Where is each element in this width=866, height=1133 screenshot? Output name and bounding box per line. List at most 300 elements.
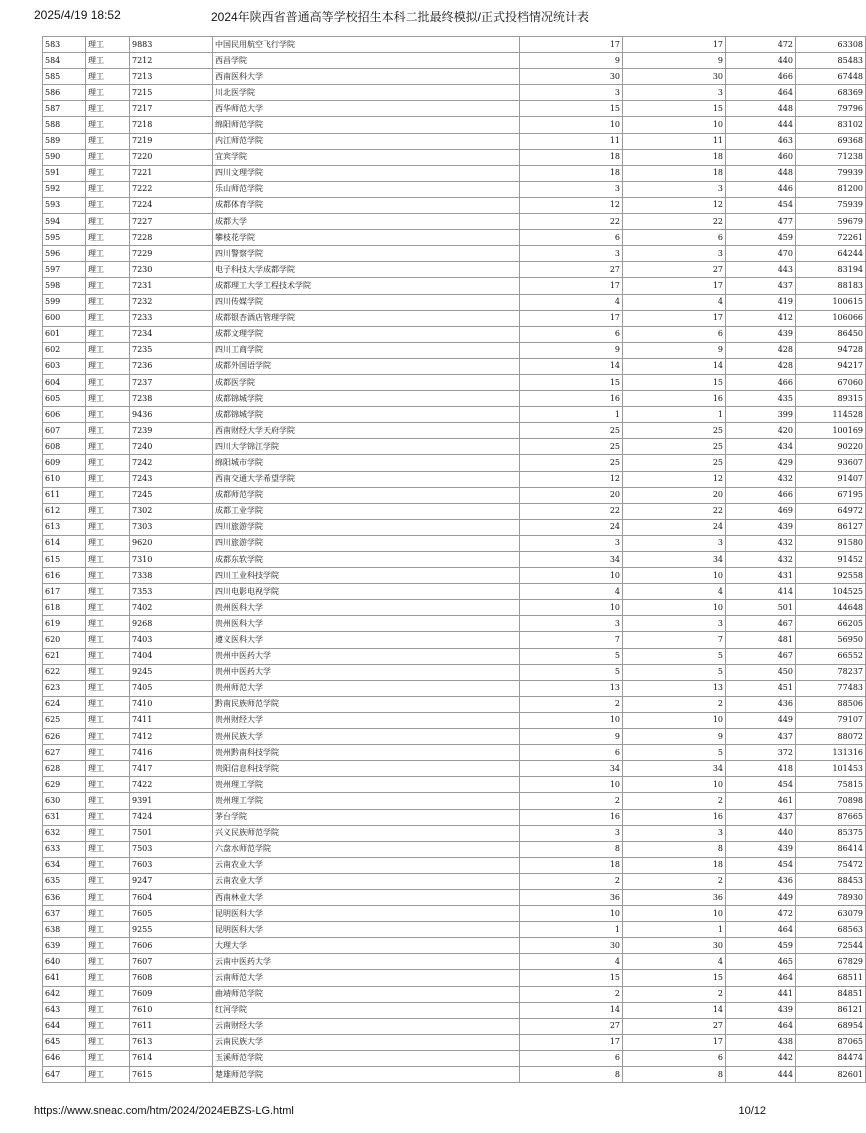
school-name-cell: 昆明医科大学	[213, 906, 520, 922]
min-score-cell: 448	[726, 165, 796, 181]
min-score-cell: 466	[726, 487, 796, 503]
row-index-cell: 620	[43, 632, 86, 648]
school-code-cell: 7219	[130, 133, 213, 149]
admitted-count-cell: 36	[623, 889, 726, 905]
school-code-cell: 7236	[130, 358, 213, 374]
category-cell: 理工	[86, 37, 130, 53]
min-score-cell: 450	[726, 664, 796, 680]
school-name-cell: 成都外国语学院	[213, 358, 520, 374]
min-rank-cell: 84474	[796, 1050, 866, 1066]
school-name-cell: 云南中医药大学	[213, 954, 520, 970]
school-name-cell: 遵义医科大学	[213, 632, 520, 648]
school-name-cell: 西南交通大学希望学院	[213, 471, 520, 487]
min-score-cell: 428	[726, 342, 796, 358]
school-name-cell: 四川警察学院	[213, 246, 520, 262]
plan-count-cell: 9	[520, 729, 623, 745]
min-rank-cell: 68369	[796, 85, 866, 101]
row-index-cell: 594	[43, 214, 86, 230]
admitted-count-cell: 8	[623, 1067, 726, 1083]
admitted-count-cell: 16	[623, 809, 726, 825]
plan-count-cell: 34	[520, 552, 623, 568]
category-cell: 理工	[86, 423, 130, 439]
admitted-count-cell: 10	[623, 568, 726, 584]
min-rank-cell: 59679	[796, 214, 866, 230]
school-code-cell: 7411	[130, 712, 213, 728]
row-index-cell: 617	[43, 584, 86, 600]
school-code-cell: 7228	[130, 230, 213, 246]
row-index-cell: 625	[43, 712, 86, 728]
plan-count-cell: 12	[520, 197, 623, 213]
table-row	[43, 696, 866, 712]
admitted-count-cell: 3	[623, 85, 726, 101]
plan-count-cell: 4	[520, 584, 623, 600]
plan-count-cell: 14	[520, 358, 623, 374]
row-index-cell: 609	[43, 455, 86, 471]
admitted-count-cell: 5	[623, 664, 726, 680]
min-rank-cell: 85483	[796, 53, 866, 69]
admission-table	[42, 36, 866, 1083]
school-name-cell: 西昌学院	[213, 53, 520, 69]
school-name-cell: 云南师范大学	[213, 970, 520, 986]
table-row	[43, 455, 866, 471]
category-cell: 理工	[86, 358, 130, 374]
school-code-cell: 7501	[130, 825, 213, 841]
min-score-cell: 448	[726, 101, 796, 117]
category-cell: 理工	[86, 101, 130, 117]
row-index-cell: 583	[43, 37, 86, 53]
min-score-cell: 449	[726, 889, 796, 905]
min-rank-cell: 69368	[796, 133, 866, 149]
school-name-cell: 茅台学院	[213, 809, 520, 825]
row-index-cell: 616	[43, 568, 86, 584]
school-name-cell: 兴义民族师范学院	[213, 825, 520, 841]
school-name-cell: 四川工业科技学院	[213, 568, 520, 584]
table-row	[43, 117, 866, 133]
category-cell: 理工	[86, 246, 130, 262]
table-row	[43, 503, 866, 519]
school-code-cell: 7235	[130, 342, 213, 358]
school-code-cell: 7215	[130, 85, 213, 101]
school-name-cell: 中国民用航空飞行学院	[213, 37, 520, 53]
school-code-cell: 9268	[130, 616, 213, 632]
min-score-cell: 440	[726, 53, 796, 69]
school-name-cell: 六盘水师范学院	[213, 841, 520, 857]
category-cell: 理工	[86, 825, 130, 841]
row-index-cell: 610	[43, 471, 86, 487]
table-row	[43, 246, 866, 262]
admitted-count-cell: 4	[623, 584, 726, 600]
school-code-cell: 7213	[130, 69, 213, 85]
plan-count-cell: 3	[520, 535, 623, 551]
school-code-cell: 7605	[130, 906, 213, 922]
plan-count-cell: 5	[520, 648, 623, 664]
school-name-cell: 成都理工大学工程技术学院	[213, 278, 520, 294]
table-row	[43, 262, 866, 278]
plan-count-cell: 6	[520, 745, 623, 761]
category-cell: 理工	[86, 407, 130, 423]
min-rank-cell: 131316	[796, 745, 866, 761]
min-score-cell: 464	[726, 85, 796, 101]
admitted-count-cell: 2	[623, 793, 726, 809]
table-row	[43, 278, 866, 294]
min-rank-cell: 101453	[796, 761, 866, 777]
table-row	[43, 922, 866, 938]
school-code-cell: 7221	[130, 165, 213, 181]
min-rank-cell: 89315	[796, 391, 866, 407]
school-name-cell: 四川传媒学院	[213, 294, 520, 310]
plan-count-cell: 6	[520, 326, 623, 342]
min-score-cell: 459	[726, 938, 796, 954]
min-score-cell: 459	[726, 230, 796, 246]
min-score-cell: 439	[726, 326, 796, 342]
min-rank-cell: 79939	[796, 165, 866, 181]
admitted-count-cell: 20	[623, 487, 726, 503]
school-code-cell: 7405	[130, 680, 213, 696]
min-rank-cell: 68511	[796, 970, 866, 986]
min-rank-cell: 75939	[796, 197, 866, 213]
min-rank-cell: 66552	[796, 648, 866, 664]
plan-count-cell: 10	[520, 712, 623, 728]
category-cell: 理工	[86, 1018, 130, 1034]
plan-count-cell: 16	[520, 391, 623, 407]
min-score-cell: 465	[726, 954, 796, 970]
school-code-cell: 7227	[130, 214, 213, 230]
admitted-count-cell: 17	[623, 310, 726, 326]
row-index-cell: 632	[43, 825, 86, 841]
min-rank-cell: 67448	[796, 69, 866, 85]
school-code-cell: 9436	[130, 407, 213, 423]
plan-count-cell: 17	[520, 1034, 623, 1050]
category-cell: 理工	[86, 391, 130, 407]
row-index-cell: 611	[43, 487, 86, 503]
min-rank-cell: 104525	[796, 584, 866, 600]
table-row	[43, 938, 866, 954]
school-code-cell: 7403	[130, 632, 213, 648]
min-rank-cell: 86450	[796, 326, 866, 342]
category-cell: 理工	[86, 165, 130, 181]
plan-count-cell: 30	[520, 69, 623, 85]
plan-count-cell: 27	[520, 262, 623, 278]
admitted-count-cell: 10	[623, 117, 726, 133]
school-name-cell: 贵州民族大学	[213, 729, 520, 745]
category-cell: 理工	[86, 1002, 130, 1018]
row-index-cell: 640	[43, 954, 86, 970]
min-rank-cell: 75815	[796, 777, 866, 793]
min-score-cell: 451	[726, 680, 796, 696]
school-name-cell: 西南林业大学	[213, 889, 520, 905]
school-code-cell: 7231	[130, 278, 213, 294]
school-code-cell: 9620	[130, 535, 213, 551]
min-score-cell: 432	[726, 471, 796, 487]
plan-count-cell: 4	[520, 954, 623, 970]
page-footer	[34, 1105, 766, 1121]
min-score-cell: 414	[726, 584, 796, 600]
school-name-cell: 西南财经大学天府学院	[213, 423, 520, 439]
school-name-cell: 四川旅游学院	[213, 519, 520, 535]
min-rank-cell: 91580	[796, 535, 866, 551]
min-rank-cell: 68563	[796, 922, 866, 938]
table-row	[43, 1034, 866, 1050]
table-row	[43, 133, 866, 149]
min-score-cell: 442	[726, 1050, 796, 1066]
school-name-cell: 成都大学	[213, 214, 520, 230]
admitted-count-cell: 3	[623, 181, 726, 197]
table-row	[43, 342, 866, 358]
category-cell: 理工	[86, 230, 130, 246]
row-index-cell: 624	[43, 696, 86, 712]
school-name-cell: 乐山师范学院	[213, 181, 520, 197]
school-code-cell: 7243	[130, 471, 213, 487]
school-name-cell: 黔南民族师范学院	[213, 696, 520, 712]
row-index-cell: 591	[43, 165, 86, 181]
table-row	[43, 37, 866, 53]
plan-count-cell: 10	[520, 906, 623, 922]
category-cell: 理工	[86, 439, 130, 455]
category-cell: 理工	[86, 616, 130, 632]
min-score-cell: 435	[726, 391, 796, 407]
table-row	[43, 1002, 866, 1018]
category-cell: 理工	[86, 889, 130, 905]
admitted-count-cell: 2	[623, 873, 726, 889]
row-index-cell: 635	[43, 873, 86, 889]
min-rank-cell: 86127	[796, 519, 866, 535]
admitted-count-cell: 17	[623, 37, 726, 53]
min-score-cell: 469	[726, 503, 796, 519]
table-row	[43, 439, 866, 455]
school-code-cell: 7240	[130, 439, 213, 455]
table-row	[43, 423, 866, 439]
plan-count-cell: 3	[520, 181, 623, 197]
category-cell: 理工	[86, 342, 130, 358]
admitted-count-cell: 18	[623, 149, 726, 165]
min-score-cell: 439	[726, 841, 796, 857]
school-code-cell: 7603	[130, 857, 213, 873]
category-cell: 理工	[86, 745, 130, 761]
school-code-cell: 7615	[130, 1067, 213, 1083]
row-index-cell: 612	[43, 503, 86, 519]
admitted-count-cell: 6	[623, 230, 726, 246]
row-index-cell: 639	[43, 938, 86, 954]
admitted-count-cell: 12	[623, 471, 726, 487]
admitted-count-cell: 10	[623, 777, 726, 793]
table-row	[43, 197, 866, 213]
category-cell: 理工	[86, 729, 130, 745]
table-row	[43, 214, 866, 230]
category-cell: 理工	[86, 149, 130, 165]
print-datetime: 2025/4/19 18:52	[34, 8, 121, 22]
school-name-cell: 内江师范学院	[213, 133, 520, 149]
admitted-count-cell: 9	[623, 729, 726, 745]
min-rank-cell: 87065	[796, 1034, 866, 1050]
school-name-cell: 大理大学	[213, 938, 520, 954]
min-rank-cell: 78930	[796, 889, 866, 905]
table-row	[43, 873, 866, 889]
row-index-cell: 590	[43, 149, 86, 165]
plan-count-cell: 1	[520, 922, 623, 938]
min-score-cell: 444	[726, 117, 796, 133]
school-code-cell: 7503	[130, 841, 213, 857]
row-index-cell: 605	[43, 391, 86, 407]
plan-count-cell: 17	[520, 310, 623, 326]
min-rank-cell: 88453	[796, 873, 866, 889]
admitted-count-cell: 2	[623, 986, 726, 1002]
school-name-cell: 玉溪师范学院	[213, 1050, 520, 1066]
plan-count-cell: 14	[520, 1002, 623, 1018]
school-name-cell: 攀枝花学院	[213, 230, 520, 246]
plan-count-cell: 4	[520, 294, 623, 310]
min-score-cell: 477	[726, 214, 796, 230]
school-name-cell: 成都医学院	[213, 374, 520, 390]
plan-count-cell: 5	[520, 664, 623, 680]
row-index-cell: 645	[43, 1034, 86, 1050]
row-index-cell: 619	[43, 616, 86, 632]
school-name-cell: 四川电影电视学院	[213, 584, 520, 600]
min-score-cell: 464	[726, 922, 796, 938]
min-score-cell: 472	[726, 37, 796, 53]
school-name-cell: 西南医科大学	[213, 69, 520, 85]
min-rank-cell: 100169	[796, 423, 866, 439]
table-row	[43, 519, 866, 535]
row-index-cell: 589	[43, 133, 86, 149]
table-row	[43, 906, 866, 922]
min-rank-cell: 79796	[796, 101, 866, 117]
school-code-cell: 7212	[130, 53, 213, 69]
category-cell: 理工	[86, 310, 130, 326]
school-name-cell: 云南民族大学	[213, 1034, 520, 1050]
plan-count-cell: 16	[520, 809, 623, 825]
min-rank-cell: 70898	[796, 793, 866, 809]
source-url: https://www.sneac.com/htm/2024/2024EBZS-LG.html	[34, 1105, 294, 1117]
table-row	[43, 535, 866, 551]
min-rank-cell: 114528	[796, 407, 866, 423]
min-rank-cell: 83194	[796, 262, 866, 278]
school-code-cell: 7229	[130, 246, 213, 262]
min-score-cell: 470	[726, 246, 796, 262]
admitted-count-cell: 18	[623, 857, 726, 873]
min-score-cell: 429	[726, 455, 796, 471]
category-cell: 理工	[86, 986, 130, 1002]
admitted-count-cell: 3	[623, 825, 726, 841]
row-index-cell: 623	[43, 680, 86, 696]
category-cell: 理工	[86, 519, 130, 535]
row-index-cell: 614	[43, 535, 86, 551]
category-cell: 理工	[86, 648, 130, 664]
row-index-cell: 585	[43, 69, 86, 85]
school-name-cell: 成都体育学院	[213, 197, 520, 213]
school-name-cell: 红河学院	[213, 1002, 520, 1018]
min-rank-cell: 63079	[796, 906, 866, 922]
admitted-count-cell: 15	[623, 374, 726, 390]
school-code-cell: 7608	[130, 970, 213, 986]
min-rank-cell: 72544	[796, 938, 866, 954]
school-code-cell: 7303	[130, 519, 213, 535]
plan-count-cell: 20	[520, 487, 623, 503]
school-code-cell: 7402	[130, 600, 213, 616]
min-rank-cell: 67195	[796, 487, 866, 503]
row-index-cell: 608	[43, 439, 86, 455]
row-index-cell: 626	[43, 729, 86, 745]
row-index-cell: 618	[43, 600, 86, 616]
table-row	[43, 841, 866, 857]
min-score-cell: 472	[726, 906, 796, 922]
table-row	[43, 407, 866, 423]
school-code-cell: 7338	[130, 568, 213, 584]
min-rank-cell: 88072	[796, 729, 866, 745]
row-index-cell: 629	[43, 777, 86, 793]
school-code-cell: 7234	[130, 326, 213, 342]
plan-count-cell: 22	[520, 214, 623, 230]
table-row	[43, 632, 866, 648]
admitted-count-cell: 2	[623, 696, 726, 712]
category-cell: 理工	[86, 455, 130, 471]
row-index-cell: 646	[43, 1050, 86, 1066]
table-row	[43, 809, 866, 825]
admitted-count-cell: 9	[623, 342, 726, 358]
row-index-cell: 641	[43, 970, 86, 986]
min-rank-cell: 56950	[796, 632, 866, 648]
row-index-cell: 598	[43, 278, 86, 294]
school-name-cell: 宜宾学院	[213, 149, 520, 165]
school-name-cell: 成都锦城学院	[213, 407, 520, 423]
admitted-count-cell: 7	[623, 632, 726, 648]
min-score-cell: 439	[726, 1002, 796, 1018]
row-index-cell: 588	[43, 117, 86, 133]
table-row	[43, 374, 866, 390]
category-cell: 理工	[86, 712, 130, 728]
category-cell: 理工	[86, 278, 130, 294]
min-score-cell: 439	[726, 519, 796, 535]
min-score-cell: 372	[726, 745, 796, 761]
school-code-cell: 7614	[130, 1050, 213, 1066]
plan-count-cell: 7	[520, 632, 623, 648]
school-name-cell: 楚雄师范学院	[213, 1067, 520, 1083]
row-index-cell: 600	[43, 310, 86, 326]
min-rank-cell: 44648	[796, 600, 866, 616]
category-cell: 理工	[86, 568, 130, 584]
min-score-cell: 419	[726, 294, 796, 310]
category-cell: 理工	[86, 294, 130, 310]
min-score-cell: 420	[726, 423, 796, 439]
admitted-count-cell: 18	[623, 165, 726, 181]
row-index-cell: 636	[43, 889, 86, 905]
min-score-cell: 454	[726, 777, 796, 793]
plan-count-cell: 8	[520, 1067, 623, 1083]
min-rank-cell: 75472	[796, 857, 866, 873]
min-score-cell: 428	[726, 358, 796, 374]
min-score-cell: 443	[726, 262, 796, 278]
plan-count-cell: 10	[520, 117, 623, 133]
row-index-cell: 586	[43, 85, 86, 101]
table-row	[43, 793, 866, 809]
school-code-cell: 7245	[130, 487, 213, 503]
plan-count-cell: 30	[520, 938, 623, 954]
admitted-count-cell: 25	[623, 439, 726, 455]
document-title: 2024年陕西省普通高等学校招生本科二批最终模拟/正式投档情况统计表	[210, 10, 590, 24]
min-rank-cell: 84851	[796, 986, 866, 1002]
admitted-count-cell: 4	[623, 294, 726, 310]
school-code-cell: 9245	[130, 664, 213, 680]
school-name-cell: 电子科技大学成都学院	[213, 262, 520, 278]
row-index-cell: 596	[43, 246, 86, 262]
category-cell: 理工	[86, 938, 130, 954]
table-row	[43, 825, 866, 841]
school-code-cell: 9247	[130, 873, 213, 889]
admitted-count-cell: 3	[623, 246, 726, 262]
min-rank-cell: 88183	[796, 278, 866, 294]
table-row	[43, 181, 866, 197]
plan-count-cell: 2	[520, 793, 623, 809]
plan-count-cell: 1	[520, 407, 623, 423]
